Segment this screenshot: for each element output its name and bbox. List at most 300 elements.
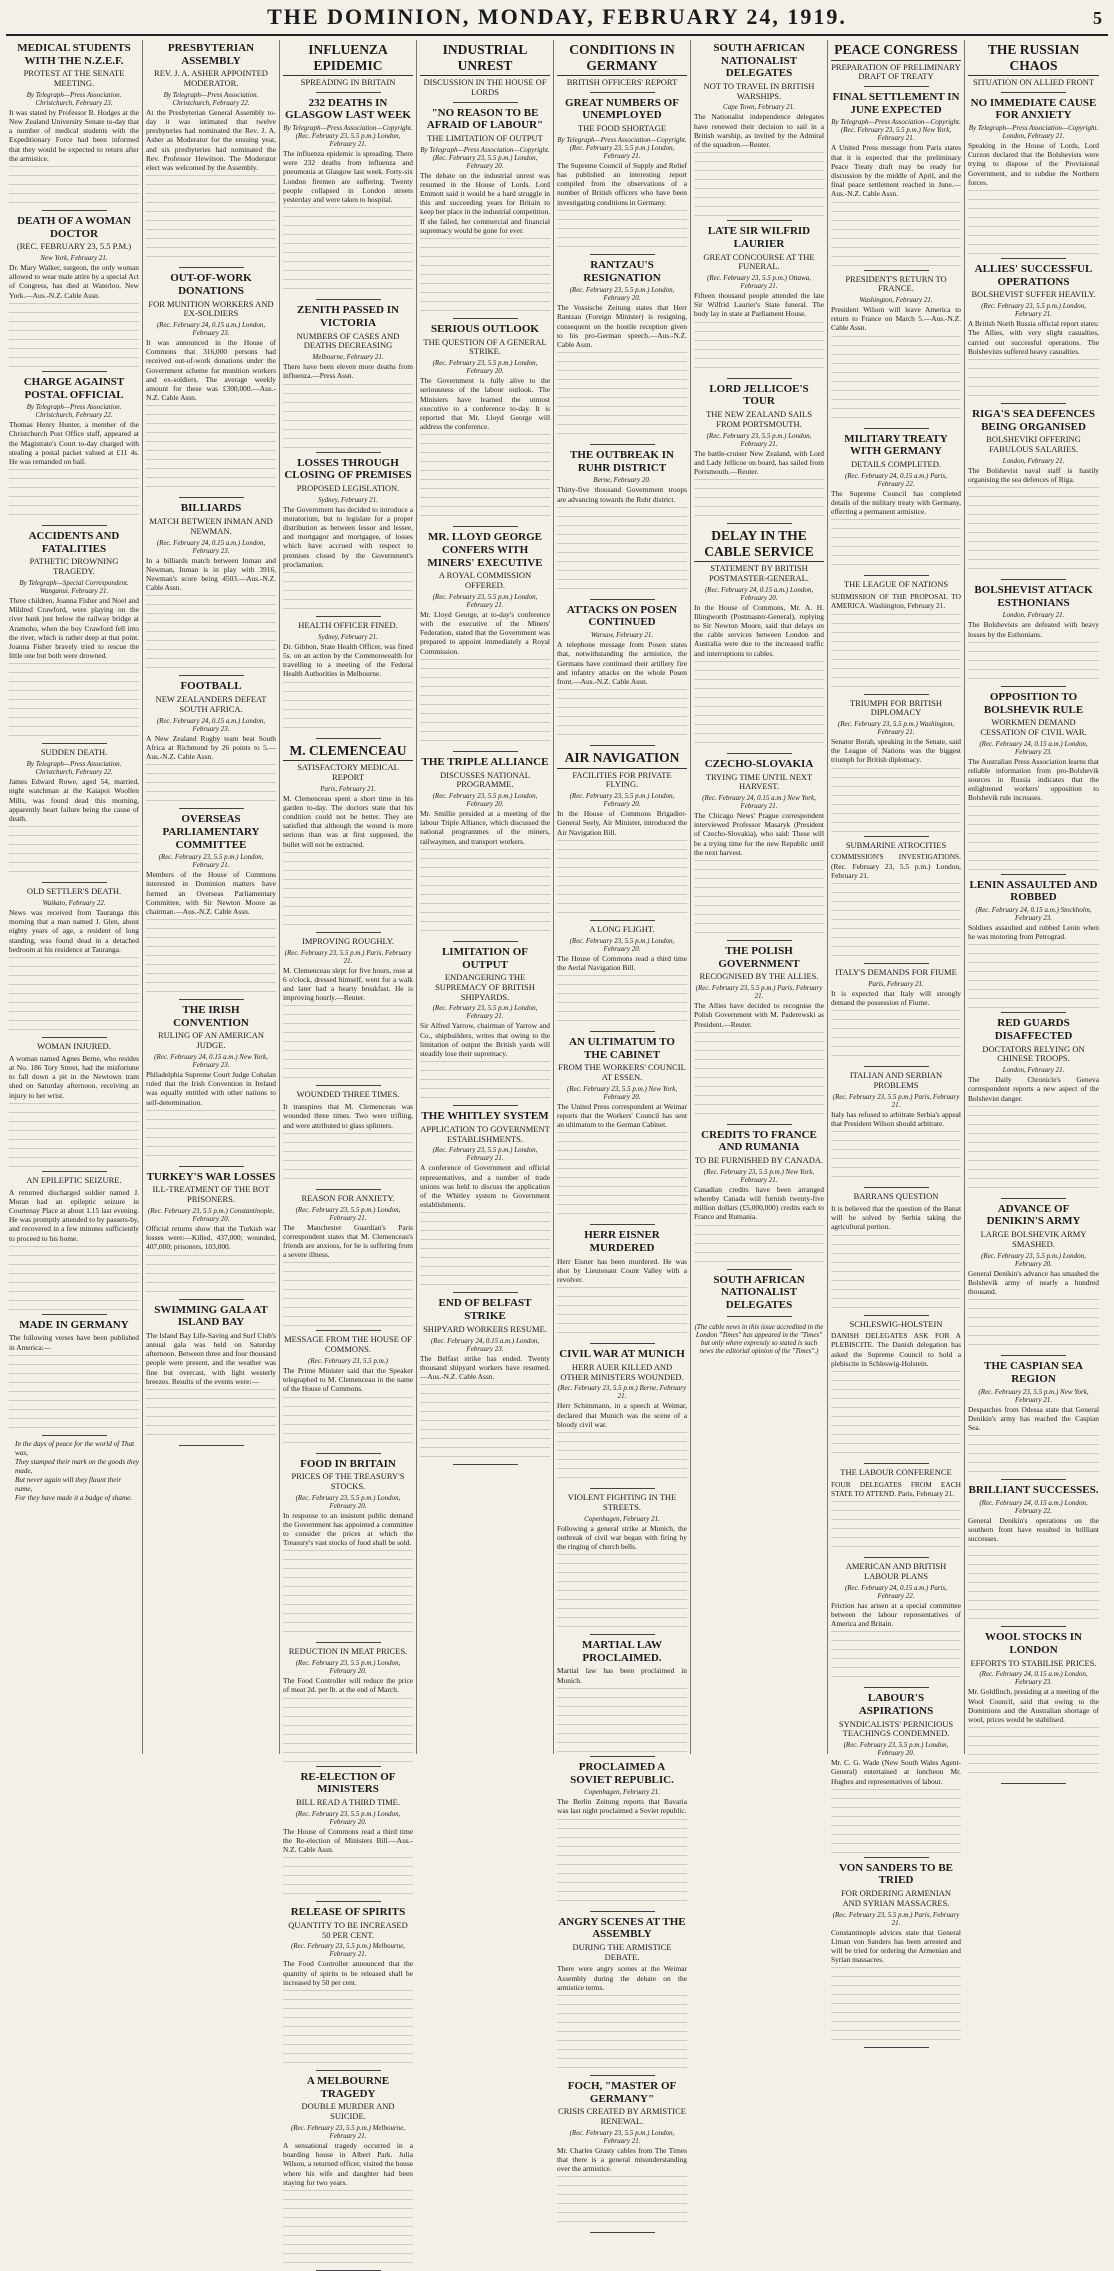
article-body: The Island Bay Life-Saving and Surf Club's annual gala was held on Saturday afternoon. Between three and four thousand people were present, and the weather was fine but overcast, with light westerly breezes. Results of the events were:— [146,1330,276,1386]
dateline: (Rec. February 23, 5.5 p.m.) London, February 20. [295,1659,401,1676]
column-3 [280,40,417,2187]
divider [316,738,381,739]
subheadline: RULING OF AN AMERICAN JUDGE. [157,1030,265,1051]
subheadline: DURING THE ARMISTICE DEBATE. [572,1941,672,1962]
subheadline: DETAILS COMPLETED. [851,458,941,469]
article-text-block [831,1235,961,1311]
headline: "NO REASON TO BE AFRAID OF LABOUR" [426,106,544,132]
divider [316,1189,381,1190]
article-text-block [968,487,1099,575]
article-body: M. Clemenceau spent a short time in his garden to-day. The doctors state that his condition could not be better. They are satisfied that although the wound is more serious than was at first supposed, the bullet will not be extracted. [283,793,413,849]
divider [727,378,792,379]
headline: BILLIARDS [180,502,242,515]
headline: BRILLIANT SUCCESSES. [968,1484,1099,1497]
subheadline: OLD SETTLER'S DEATH. [26,886,122,897]
divider [316,1766,381,1767]
subheadline: MATCH BETWEEN INMAN AND NEWMAN. [149,516,273,536]
article-body: In response to an insistent public demand the Government has appointed a committee to consider the prices at which the Treasury's vast stocks of food shall be sold. [283,1510,413,1548]
dateline: By Telegraph—Press Association. Christchurch, February 22. [26,760,122,777]
headline: LIMITATION OF OUTPUT [441,945,529,971]
article-text-block [694,860,824,936]
divider [179,808,244,809]
article-text-block [968,642,1099,682]
dateline: By Telegraph—Press Association—Copyright. (Rec. February 23, 5.5 p.m.) London, February 21. [283,124,413,149]
article-text-block [283,1133,413,1185]
article-text-block [557,507,687,595]
article-text-block [420,849,550,937]
divider [864,1463,929,1464]
divider [316,1330,381,1331]
article-body: The Manchester Guardian's Paris correspondent states that M. Clemenceau's friends are anxious, for he is suffering from a severe illness. [283,1222,413,1260]
article-body: Dr. Gibbon, State Health Officer, was fined 5s. on an action by the Commonwealth for travelling to a meeting of the Federal Health Authorities in Melbourne. [283,641,413,679]
headline: PRESBYTERIAN ASSEMBLY [167,42,255,67]
headline: PROCLAIMED A SOVIET REPUBLIC. [570,1760,674,1786]
article-text-block [283,1550,413,1638]
article-text-block [694,1225,824,1265]
article-body: COMMISSION'S INVESTIGATIONS. (Rec. February 23, 5.5 p.m.) London, February 21. [831,852,961,880]
article-body: The Belfast strike has ended. Twenty thousand shipyard workers have resumed.—Aus.-N.Z. Cable Assn. [420,1353,550,1381]
article-text-block [283,207,413,295]
subheadline: PRESIDENT'S RETURN TO FRANCE. [845,273,947,294]
headline: THE CASPIAN SEA REGION [983,1360,1084,1385]
article-text-block [694,152,824,216]
article-text-block [283,1857,413,1897]
headline: MADE IN GERMANY [19,1318,129,1331]
divider [590,1634,655,1635]
article-text-block [831,1501,961,1553]
article-body: The Supreme Council has completed details of the military treaty with Germany, effecting a permanent armistice. [831,488,961,517]
article-body: In the House of Commons Brigadier-General Seely, Air Minister, introduced the Air Navigation Bill. [557,809,687,837]
subheadline: TRYING TIME UNTIL NEXT HARVEST. [705,771,813,792]
subheadline: DOCTATORS RELYING ON CHINESE TROOPS. [982,1043,1085,1064]
subheadline: FACILITIES FOR PRIVATE FLYING. [572,769,672,790]
dateline: (Rec. February 23, 5.5 p.m.) Ottawa, February 21. [706,274,811,291]
divider [1001,92,1067,93]
dateline: (Rec. February 24, 0.15 a.m.) Paris, February 22. [844,1583,948,1600]
headline: GREAT NUMBERS OF UNEMPLOYED [565,96,679,122]
subheadline: SYNDICALISTS' PERNICIOUS TEACHINGS CONDEMNED. [838,1718,954,1739]
article-text-block [283,1698,413,1762]
divider [864,1315,929,1316]
article-text-block [283,1262,413,1326]
article-text-block [968,359,1099,399]
article-text-block [146,1110,276,1162]
headline: SOUTH AFRICAN NATIONALIST DELEGATES [713,1273,805,1311]
divider [42,371,107,372]
subheadline: QUANTITY TO BE INCREASED 50 PER CENT. [288,1919,408,1940]
article-text-block [968,1106,1099,1194]
article-body: The Australian Press Association learns that reliable information from pro-Bolshevik sources in Russia indicates that the enlightened workers' opposition to Bolshevik rule increases. [968,756,1099,803]
divider [453,751,518,752]
column-8 [965,40,1102,1754]
headline: BOLSHEVIST ATTACK ESTHONIANS [974,584,1093,609]
dateline: By Telegraph—Special Correspondent. Wanganui, February 21. [19,579,129,595]
dateline: Paris, February 21. [320,784,376,793]
subheadline: A ROYAL COMMISSION OFFERED. [438,570,532,591]
dateline: (Rec. February 24, 0.15 a.m.) Paris, February 22. [844,471,948,488]
article-text-block [146,919,276,995]
headline: VON SANDERS TO BE TRIED [839,1861,953,1887]
headline: OVERSEAS PARLIAMENTARY COMMITTEE [162,813,260,851]
article-body: James Edward Rowe, aged 54, married, night watchman at the Kaiapoi Woollen Mills, was found dead this morning, apparently heart failure being the cause of death. [9,777,139,823]
divider [864,86,929,87]
divider [453,1464,518,1465]
article-text-block [694,661,824,749]
article-text-block [283,852,413,928]
subheadline: WOUNDED THREE TIMES. [296,1089,400,1100]
article-text-block [283,1990,413,2066]
divider [179,267,244,268]
article-text-block [9,469,139,521]
divider [453,102,518,103]
article-body: There have been eleven more deaths from influenza.—Press Assn. [283,362,413,381]
column-7 [828,40,965,1965]
divider [864,1066,929,1067]
divider [590,1488,655,1489]
article-body: DANISH DELEGATES ASK FOR A PLEBISCITE. The Danish delegation has asked the Supreme Council to hold a plebiscite in Schleswig-Holstein. [831,1331,961,1368]
article-text-block [283,682,413,734]
subheadline: SPREADING IN BRITAIN [300,77,396,88]
article-body: The Food Controller will reduce the price of meat 2d. per lb. at the end of March. [283,1676,413,1695]
headline: ANGRY SCENES AT THE ASSEMBLY [558,1915,686,1941]
article-text-block [420,659,550,747]
article-text-block [146,595,276,671]
divider [453,941,518,942]
subheadline: DISCUSSION IN THE HOUSE OF LORDS [423,77,547,97]
subheadline: BOLSHEVIST SUFFER HEAVILY. [971,289,1096,300]
subheadline: AN EPILEPTIC SEIZURE. [26,1174,122,1185]
dateline: (Rec. February 23, 5.5 p.m.) Paris, February 21. [695,984,823,1001]
divider [864,1187,929,1188]
headline: LATE SIR WILFRID LAURIER [707,225,811,250]
column-6 [691,40,828,1754]
headline: FOOTBALL [180,680,242,693]
divider [1001,258,1067,259]
article-text-block [831,1631,961,1683]
divider [590,2232,655,2233]
article-body: The Nationalist independence delegates have renewed their decision to sail in a British warship, as invited by the Admiral of the squadron.—Reuter. [694,112,824,150]
dateline: By Telegraph—Press Association—Copyright. (Rec. February 23, 5.5 p.m.) New York, February 21. [831,118,961,143]
article-text-block [968,1546,1099,1622]
dateline: By Telegraph—Press Association. Christchurch, February 22. [163,90,259,107]
dateline: (Rec. February 23, 5.5 p.m.) New York, February 21. [703,1167,815,1184]
masthead-title: THE DOMINION, MONDAY, FEBRUARY 24, 1919. [267,4,847,29]
dateline: (Rec. February 23, 5.5 p.m.) New York, February 20. [566,1084,678,1101]
dateline: (Rec. February 23, 5.5 p.m.) Melbourne, February 21. [290,1942,406,1959]
dateline: (Rec. February 24, 0.15 a.m.) London, February 23. [156,538,266,555]
article-body: M. Clemenceau slept for five hours, rose at 6 o'clock, dressed himself, went for a walk and later had a hearty breakfast. He is improving hourly.—Reuter. [283,965,413,1003]
article-body: Dr. Mary Walker, surgeon, the only woman allowed to wear male attire by a special Act of Congress, has died at Waterloo, New York.—Aus.-N.Z. Cable Assn. [9,263,139,300]
article-body: A woman named Agnes Berne, who resides at No. 186 Tory Street, had the misfortune to fall down a pit in the Newtown tram shed on Saturday afternoon, receiving an injury to her wrist. [9,1053,139,1100]
article-body: The debate on the industrial unrest was resumed in the House of Lords. Lord Emmott said it would be a hard struggle in this and succeeding years for Britain to keep her place in the industrial competition. If she failed, her commercial and financial supremacy would be gone for ever. [420,170,550,235]
headline: RED GUARDS DISAFFECTED [994,1017,1073,1043]
subheadline: FOR MUNITION WORKERS AND EX-SOLDIERS [148,298,274,319]
divider [590,745,655,746]
article-body: A conference of Government and official representatives, and a number of trade unions was held to discuss the application of the Whitley system to Government establishments. [420,1163,550,1210]
headline: RE-ELECTION OF MINISTERS [300,1770,396,1796]
article-text-block [420,1061,550,1101]
headline: ACCIDENTS AND FATALITIES [28,530,120,555]
dateline: By Telegraph—Press Association. Christchurch, February 23. [26,90,122,107]
article-text-block [968,806,1099,870]
article-text-block [557,1554,687,1630]
subheadline: GREAT CONCOURSE AT THE FUNERAL. [703,251,815,272]
dateline: London, February 21. [1002,611,1065,620]
dateline: (Rec. February 23, 5.5 p.m.) London, February 20. [981,1251,1086,1268]
headline: LORD JELLICOE'S TOUR [709,382,809,408]
newspaper-columns [6,40,1108,2187]
article-body: The following verses have been published in America:— [9,1333,139,1352]
dateline: (Rec. February 23, 5.5 p.m.) London, February 20. [569,792,675,809]
divider [42,1435,107,1436]
article-text-block [557,1819,687,1907]
divider [42,210,107,211]
article-body: Canadian credits have been arranged whereby Canada will furnish twenty-five million dollars (£5,000,000) credits each to France and Rumania. [694,1184,824,1222]
column-5 [554,40,691,2174]
headline: PEACE CONGRESS [831,42,961,61]
article-body: General Denikin's operations on the southern front have resulted in brilliant successes. [968,1515,1099,1544]
divider [42,882,107,883]
dateline: Paris, February 21. [868,979,924,988]
article-body: A returned discharged soldier named J. Moran had an epileptic seizure in Courtenay Place at about 1.15 last evening. He was promptly attended to by passers-by, and recovered in a few minutes sufficiently to proceed to his home. [9,1187,139,1243]
dateline: (Rec. February 23, 5.5 p.m.) Paris, February 21. [832,1910,960,1927]
headline: END OF BELFAST STRIKE [438,1297,532,1323]
headline: DELAY IN THE CABLE SERVICE [694,528,824,562]
subheadline: THE LEAGUE OF NATIONS [843,579,949,590]
dateline: (Rec. February 24, 0.15 a.m.) London, February 22. [979,1498,1088,1515]
article-body: It is believed that the question of the Banat will be solved by Serbia taking the agricultural portion. [831,1203,961,1232]
article-body: Constantinople advices state that General Liman von Sanders has been arrested and will be tried for ordering the Armenian and Syrian massacres. [831,1927,961,1965]
article-text-block [9,826,139,878]
article-body: Following a general strike at Munich, the outbreak of civil war began with firing by the ringing of church bells. [557,1523,687,1551]
divider [42,743,107,744]
divider [590,2075,655,2076]
headline: LABOUR'S ASPIRATIONS [858,1692,934,1718]
dateline: Melbourne, February 21. [312,353,384,362]
subheadline: SCHLESWIG-HOLSTEIN [849,1318,943,1329]
divider [727,1269,792,1270]
dateline: (Rec. February 24, 0.15 a.m.) London, February 23. [156,716,266,733]
article-body: The Supreme Council of Supply and Relief has published an interesting report compiled from the observations of a number of British officers who have been investigating conditions in Germany. [557,160,687,207]
article-body: Mr. C. G. Wade (New South Wales Agent-General) entertained at luncheon Mr. Hughes and representatives of labour. [831,1758,961,1786]
subheadline: AMERICAN AND BRITISH LABOUR PLANS [845,1561,947,1582]
article-text-block [9,303,139,367]
dateline: (Rec. February 23, 5.5 p.m.) Constantinople, February 20. [147,1206,275,1223]
article-body: Thomas Henry Hunter, a member of the Christchurch Post Office staff, appeared at the Magistrate's Court to-day charged with stealing a postal packet valued at £11 4s. He was remanded on bail. [9,420,139,466]
divider [42,525,107,526]
article-text-block [146,175,276,263]
article-body: The Chicago News' Prague correspondent interviewed Professor Masaryk (President of Czecho-Slovakia), who said: These will be a trying time for the new Republic until the next harvest. [694,811,824,857]
headline: FINAL SETTLEMENT IN JUNE EXPECTED [832,91,960,116]
headline: SOUTH AFRICAN NATIONALIST DELEGATES [713,42,805,80]
subheadline: ENDANGERING THE SUPREMACY OF BRITISH SHIPYARDS. [435,972,535,1002]
article-text-block [831,883,961,959]
divider [453,1292,518,1293]
divider [316,1085,381,1086]
subheadline: A LONG FLIGHT. [589,923,655,934]
article-text-block [968,1299,1099,1351]
divider [590,254,655,255]
article-body: FOUR DELEGATES FROM EACH STATE TO ATTEND. Paris, February 21. [831,1479,961,1499]
headline: ADVANCE OF DENIKIN'S ARMY [986,1202,1081,1228]
article-text-block [9,1246,139,1310]
headline: RIGA'S SEA DEFENCES BEING ORGANISED [972,407,1095,433]
article-body: Herr Schimmann, in a speech at Weimar, declared that Munich was the scene of a bloody civil war. [557,1401,687,1429]
article-text-block [557,2176,687,2228]
dateline: (Rec. February 23, 5.5 p.m.) London, February 21. [295,1205,401,1222]
headline: INFLUENZA EPIDEMIC [283,42,413,76]
headline: WOOL STOCKS IN LONDON [985,1631,1082,1656]
divider [727,1124,792,1125]
dateline: London, February 21. [1002,456,1065,465]
subheadline: NUMBERS OF CASES AND DEATHS DECREASING [296,330,400,351]
headline: INDUSTRIAL UNREST [420,42,550,76]
dateline: Sydney, February 21. [318,495,378,504]
article-text-block [557,975,687,1027]
subheadline: VIOLENT FIGHTING IN THE STREETS. [567,1492,677,1512]
article-body: Mr. Lloyd George, at to-day's conference with the executive of the Miners' Federation, stated that the Government was prepared to appoint immediately a Royal Commission. [420,609,550,656]
divider [1001,403,1067,404]
divider [864,1857,929,1858]
article-body: Herr Eisner has been murdered. He was shot by Lieutenant Count Valley with a revolver. [557,1256,687,1285]
subheadline: PRICES OF THE TREASURY'S STOCKS. [291,1471,405,1491]
article-body: In a billiards match between Inman and Newman, Inman is in play with 3916, Newman's score being 4503.—Aus.-N.Z. Cable Assn. [146,555,276,593]
headline: 232 DEATHS IN GLASGOW LAST WEEK [285,96,411,122]
dateline: (Rec. February 23, 5.5 p.m.) Paris, February 21. [284,948,412,965]
article-body: At the Presbyterian General Assembly to-day it was intimated that twelve presbyteries had nominated the Rev. J. A. Asher as Moderator for the ensuing year, and six presbyteries had nominated the Rev. Professor Hewitson. The Moderator elect was welcomed by the Assembly. [146,107,276,173]
subheadline: EFFORTS TO STABILISE PRICES. [970,1657,1097,1668]
divider [590,1911,655,1912]
article-body: President Wilson will leave America to return to France on March 5.—Aus.-N.Z. Cable Assn. [831,305,961,333]
article-body: Despatches from Odessa state that General Denikin's army has reached the Caspian Sea. [968,1404,1099,1432]
dateline: (Rec. February 24, 0.15 a.m.) New York, February 21. [702,794,816,811]
divider [316,616,381,617]
dateline: Washington, February 21. [859,296,933,305]
dateline: (Rec. February 24, 0.15 a.m.) London, February 23. [979,1670,1088,1687]
article-text-block [9,957,139,1033]
article-text-block [557,352,687,440]
divider [179,675,244,676]
divider [590,920,655,921]
divider [1001,1783,1067,1784]
article-body: Thirty-five thousand Government troops are advancing towards the Ruhr district. [557,485,687,504]
subheadline: SHIPYARD WORKERS RESUME. [423,1323,547,1334]
article-text-block [420,434,550,522]
article-body: A British North Russia official report states: The Allies, with very slight casualties, carried out successful operations. The Bolshevists suffered heavy casualties. [968,319,1099,356]
headline: ATTACKS ON POSEN CONTINUED [566,603,678,629]
dateline: Copenhagen, February 21. [584,1788,660,1797]
subheadline: NEW ZEALANDERS DEFEAT SOUTH AFRICA. [155,694,267,714]
dateline: Waikato, February 22. [42,898,106,907]
article-body: The Prime Minister said that the Speaker telegraphed to M. Clemenceau in the name of the House of Commons. [283,1365,413,1394]
article-text-block [831,1010,961,1062]
dateline: By Telegraph—Press Association. Christchurch, February 22. [26,403,122,420]
headline: CONDITIONS IN GERMANY [557,42,687,76]
dateline: By Telegraph—Press Association—Copyright. London, February 21. [968,124,1099,141]
divider [453,526,518,527]
subheadline: REV. J. A. ASHER APPOINTED MODERATOR. [154,68,268,89]
article-text-block [420,1384,550,1460]
headline: THE POLISH GOVERNMENT [718,945,800,970]
footnote: (The cable news in this issue accredited in the London "Times" has appeared in the "Times" but only where expressly so stated is such news the editorial opinion of the "Times".) [694,1322,824,1355]
subheadline: REASON FOR ANXIETY. [301,1192,395,1203]
article-body: Official returns show that the Turkish war losses were:—Killed, 437,000; wounded, 407,000; prisoners, 103,000. [146,1223,276,1252]
subheadline: DISCUSSES NATIONAL PROGRAMME. [440,769,530,790]
article-text-block [968,1435,1099,1475]
article-body: The Food Controller announced that the quantity of spirits to be released shall be increased by 50 per cent. [283,1959,413,1987]
divider [42,1037,107,1038]
article-body: Mr. Charles Grasty cables from The Times that there is a general misunderstanding over the armistice. [557,2145,687,2174]
divider [42,1171,107,1172]
subheadline: PROTEST AT THE SENATE MEETING. [23,68,125,89]
divider [864,2047,929,2048]
subheadline: REDUCTION IN MEAT PRICES. [288,1646,408,1657]
article-text-block [557,1287,687,1339]
article-body: It transpires that M. Clemenceau was wounded three times. Two were trifling, and were attributed to glass splinters. [283,1102,413,1130]
dateline: (Rec. February 23, 5.5 p.m.) London, February 20. [843,1741,949,1758]
subheadline: SITUATION ON ALLIED FRONT [972,77,1095,88]
dateline: (Rec. February 24, 0.15 a.m.) London, February 23. [979,739,1088,756]
article-body: News was received from Tauranga this morning that a man named J. Glen, about eighty years of age, a resident of long standing, was found dead in a detached bedroom at his residence at Tauranga. [9,907,139,954]
article-body: The Vossische Zeitung states that Herr Rantzau (Foreign Minister) is resigning, consequent on the hostile reception given to his pro-German speech.—Aus.-N.Z. Cable Assn. [557,303,687,349]
article-body: A telephone message from Posen states that, notwithstanding the armistice, the Germans have continued their artillery fire and infantry attacks on the whole Posen front.—Aus.-N.Z. Cable Assn. [557,640,687,686]
headline: CHARGE AGAINST POSTAL OFFICIAL [23,375,125,401]
headline: OPPOSITION TO BOLSHEVIK RULE [983,690,1084,716]
divider [316,299,381,300]
subheadline: BARRANS QUESTION [853,1191,939,1202]
article-body: Speaking in the House of Lords, Lord Curzon declared that the Bolshevists were trying to dispose of the Provisional Government, and to subdue the Northern forces. [968,141,1099,187]
article-body: Fifteen thousand people attended the late Sir Wilfrid Laurier's State funeral. The body lay in state at Parliament House. [694,291,824,319]
dateline: (Rec. February 23, 5.5 p.m.) London, February 20. [295,1809,401,1826]
divider [1001,579,1067,580]
dateline: (Rec. February 23, 5.5 p.m.) New York, February 21. [978,1387,1089,1404]
dateline: By Telegraph—Press Association—Copyright. (Rec. February 23, 5.5 p.m.) London, February 21. [557,135,687,160]
article-text-block [831,519,961,571]
article-body: Philadelphia Supreme Court Judge Cohalan ruled that the Irish Convention in Ireland was equally entitled with other nations to self-determination. [146,1069,276,1107]
article-body: Mr. Smillie presided at a meeting of the labour Triple Alliance, which discussed the national programmes of the miners, railwaymen, and transport workers. [420,809,550,846]
divider [1001,1626,1067,1627]
subheadline: WORKMEN DEMAND CESSATION OF CIVIL WAR. [980,717,1087,737]
divider [864,1687,929,1688]
article-text-block [557,1132,687,1220]
article-body: Italy has refused to arbitrate Serbia's appeal that President Wilson should arbitrate. [831,1109,961,1128]
subheadline: THE QUESTION OF A GENERAL STRIKE. [423,336,547,357]
dateline: (Rec. February 23, 5.5 p.m.) London, February 20. [569,286,675,303]
article-body: The Daily Chronicle's Geneva correspondent reports a new aspect of the Bolshevist danger. [968,1075,1099,1103]
headline: MR. LLOYD GEORGE CONFERS WITH MINERS' EXECUTIVE [427,531,543,569]
dateline: London, February 21. [1002,1066,1065,1075]
article-text-block [9,663,139,739]
article-text-block [831,1967,961,2043]
article-body: Three children, Joanna Fisher and Noel and Mildred Crawford, were playing on the river bank just below the railway bridge at Aramoho, when the boy Crawford fell into the river, which is rather deep at that point. Joanna Fisher bravely tried to rescue the little one but both were drowned. [9,596,139,661]
subheadline: FROM THE WORKERS' COUNCIL AT ESSEN. [558,1062,686,1083]
dateline: (Rec. February 23, 5.5 p.m.) London, February 21. [569,2128,675,2145]
article-text-block [146,1255,276,1295]
subheadline: SUBMARINE ATROCITIES [845,839,947,850]
headline: OUT-OF-WORK DONATIONS [170,272,252,297]
dateline: (Rec. February 23, 5.5 p.m.) Paris, February 21. [832,1092,960,1109]
divider [590,444,655,445]
subheadline: PATHETIC DROWNING TRAGEDY. [29,556,119,577]
subheadline: DOUBLE MURDER AND SUICIDE. [301,2101,395,2122]
divider [179,1299,244,1300]
dateline: New York, February 21. [40,254,108,263]
divider [316,92,381,93]
subheadline: THE FOOD SHORTAGE [577,123,667,134]
divider [864,1557,929,1558]
page-number: 5 [1093,8,1102,28]
article-text-block [831,1789,961,1853]
